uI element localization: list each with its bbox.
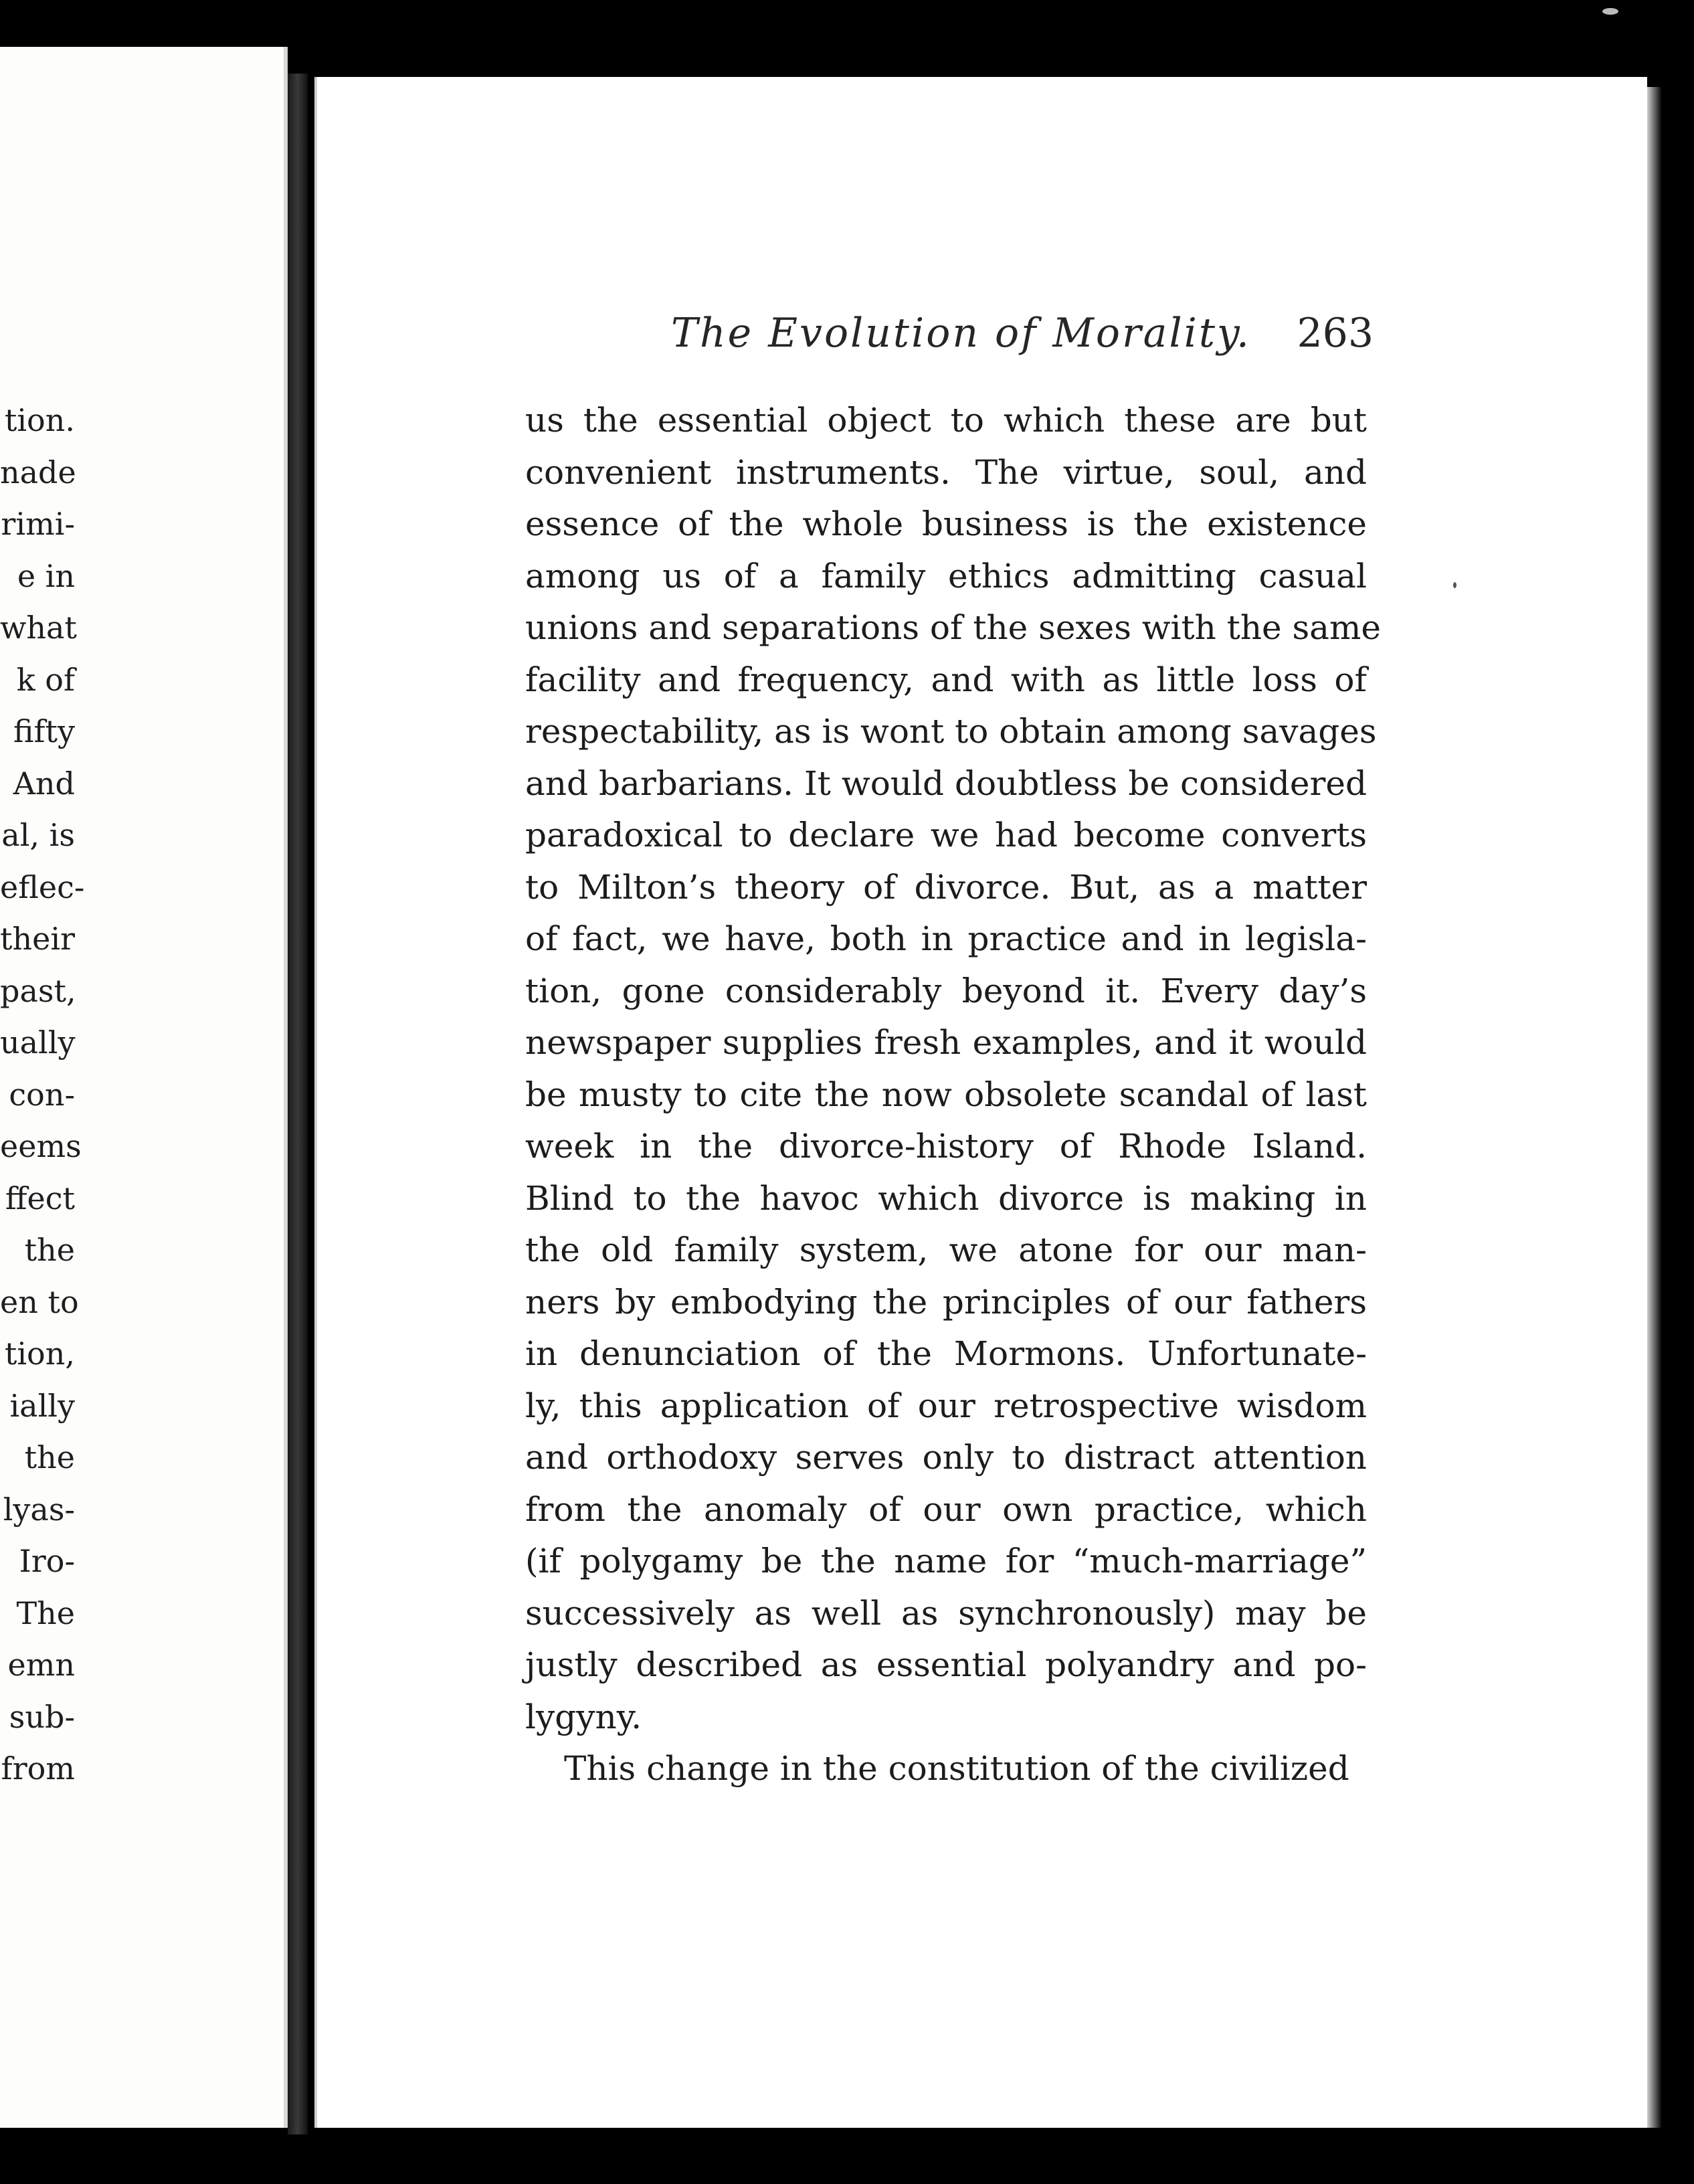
left-page-line: en to <box>0 1283 79 1320</box>
text-line: of fact, we have, both in practice and in legisla- <box>525 919 1367 958</box>
left-page-line: rimi- <box>1 506 75 542</box>
left-page-line: And <box>13 765 75 802</box>
left-page-line: nade <box>0 454 76 490</box>
left-page-line: k of <box>16 661 75 698</box>
running-head <box>671 306 1374 360</box>
left-page-line: eems <box>0 1128 82 1164</box>
right-page-shadow <box>1647 87 1662 2128</box>
running-title: The Evolution of Morality. <box>671 310 1251 357</box>
text-line: ners by embodying the principles of our fathers <box>525 1282 1367 1322</box>
left-page-line: Iro- <box>19 1543 75 1579</box>
left-page-text-fragments <box>0 395 85 1795</box>
left-page-line: past, <box>0 972 76 1009</box>
text-line: convenient instruments. The virtue, soul, and <box>525 452 1367 492</box>
left-page-line: tion, <box>4 1336 75 1372</box>
left-page-line: eflec- <box>0 869 85 905</box>
body-text <box>525 395 1381 1795</box>
scan-speck <box>1453 582 1456 588</box>
text-line: us the essential object to which these are but <box>525 401 1367 440</box>
left-page-line: ually <box>0 1024 76 1061</box>
left-page-line: al, is <box>1 817 75 853</box>
text-line: among us of a family ethics admitting casual <box>525 556 1367 596</box>
left-page-line: con- <box>9 1076 75 1113</box>
left-page-line: ially <box>9 1387 75 1424</box>
left-page-line: the <box>24 1232 75 1268</box>
text-line: tion, gone considerably beyond it. Every day’s <box>525 971 1367 1010</box>
text-line: to Milton’s theory of divorce. But, as a matter <box>525 867 1367 907</box>
left-page-line: from <box>1 1750 75 1787</box>
text-line: facility and frequency, and with as little loss of <box>525 660 1367 699</box>
scan-speck <box>1602 8 1618 15</box>
left-page-line: The <box>16 1595 75 1631</box>
text-line: paradoxical to declare we had become converts <box>525 816 1367 854</box>
text-line: from the anomaly of our own practice, which <box>525 1489 1367 1529</box>
paragraph <box>525 395 1381 1743</box>
text-line: the old family system, we atone for our man- <box>525 1231 1367 1269</box>
text-line: and orthodoxy serves only to distract attention <box>525 1438 1367 1477</box>
text-line: essence of the whole business is the existence <box>525 505 1367 543</box>
left-page-line: e in <box>17 557 75 594</box>
text-line: successively as well as synchronously) may be <box>525 1593 1367 1633</box>
left-page-line: sub- <box>9 1698 75 1735</box>
text-line: in denunciation of the Mormons. Unfortunate- <box>525 1334 1367 1373</box>
left-page-line: their <box>0 921 76 957</box>
paragraph <box>525 1743 1367 1795</box>
text-line: newspaper supplies fresh examples, and it would <box>525 1023 1367 1062</box>
left-page-line: what <box>0 610 77 646</box>
left-page-line: lyas- <box>3 1491 75 1528</box>
text-line: (if polygamy be the name for “much-marriage” <box>525 1542 1367 1580</box>
left-page-line: tion. <box>4 402 75 438</box>
left-page-line: emn <box>7 1647 75 1683</box>
text-line: This change in the constitution of the civilized <box>564 1749 1349 1788</box>
text-line: and barbarians. It would doubtless be considered <box>525 763 1367 803</box>
book-gutter <box>288 74 308 2134</box>
left-page-line: the <box>24 1439 75 1475</box>
text-line: be musty to cite the now obsolete scandal of last <box>525 1075 1367 1114</box>
text-line: justly described as essential polyandry and po- <box>525 1645 1367 1684</box>
page-number: 263 <box>1297 310 1374 357</box>
left-facing-page <box>0 47 288 2128</box>
text-line: week in the divorce-history of Rhode Island. <box>525 1127 1367 1166</box>
text-line: unions and separations of the sexes with the same <box>525 608 1381 647</box>
left-page-line: ffect <box>5 1180 75 1216</box>
text-line: ly, this application of our retrospective wisdom <box>525 1386 1367 1425</box>
left-page-line: fifty <box>13 713 75 749</box>
text-line: Blind to the havoc which divorce is making in <box>525 1178 1367 1218</box>
text-line: respectability, as is wont to obtain among savages <box>525 712 1377 751</box>
text-line: lygyny. <box>525 1697 642 1736</box>
